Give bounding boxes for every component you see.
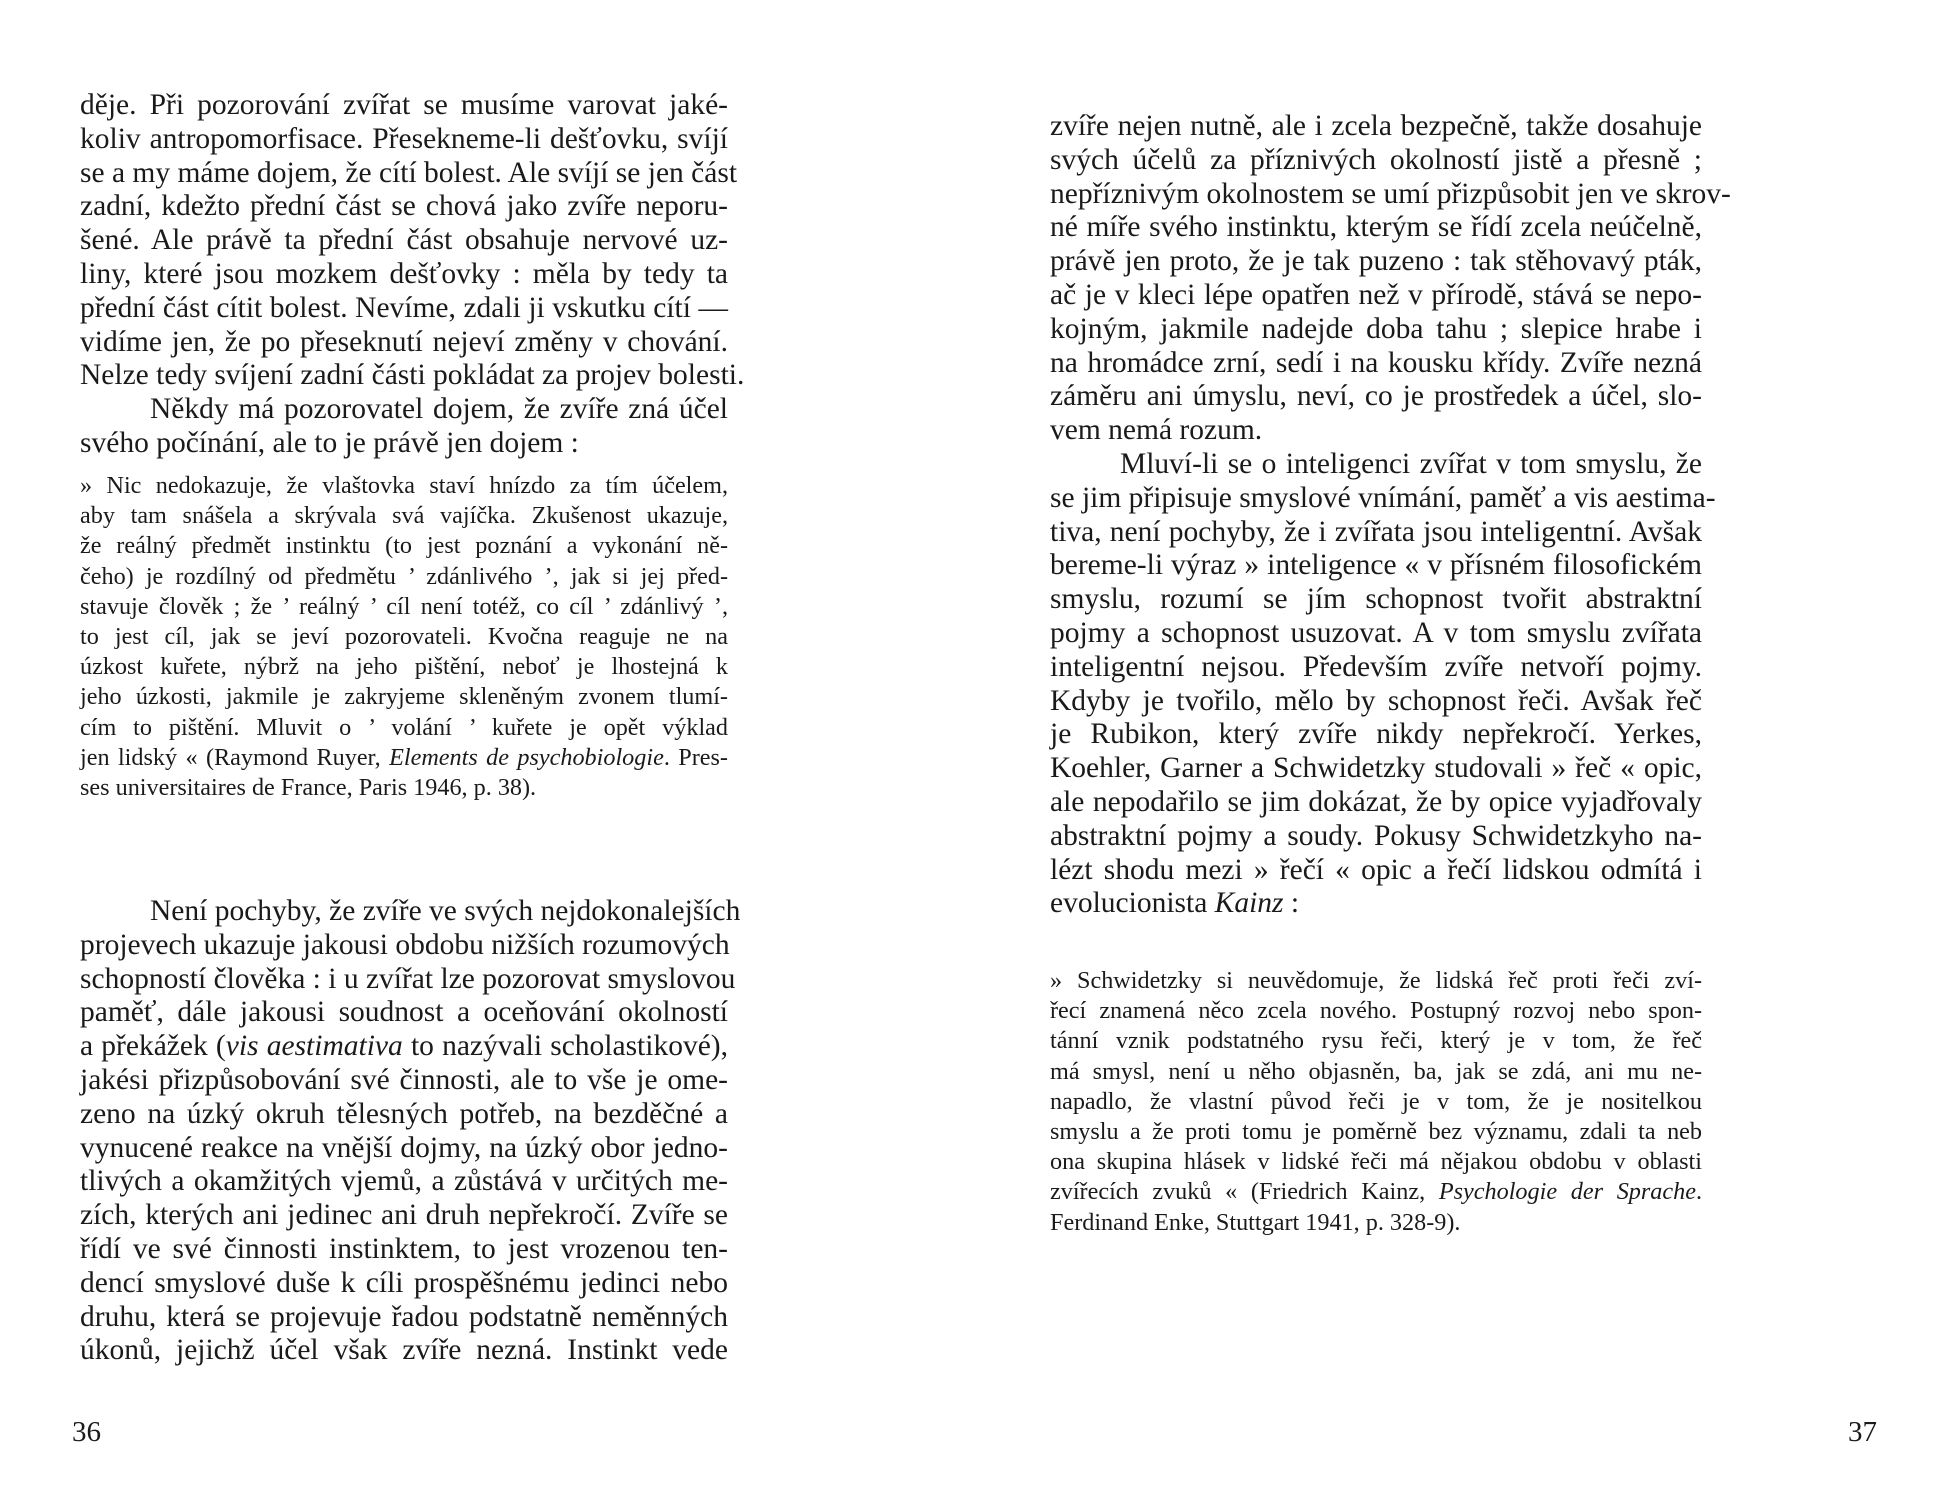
text-line: dencí smyslové duše k cíli prospěšnému jedinci nebo — [80, 1266, 728, 1299]
text-line: zadní, kdežto přední část se chová jako zvíře neporu- — [80, 190, 728, 223]
text-line: zích, kterých ani jedinec ani druh nepřekročí. Zvíře se — [80, 1199, 728, 1232]
quote-line: Ferdinand Enke, Stuttgart 1941, p. 328-9). — [1050, 1208, 1461, 1236]
text-line: Koehler, Garner a Schwidetzky studovali » řeč « opic, — [1050, 752, 1702, 785]
text-line: Někdy má pozorovatel dojem, že zvíře zná účel — [150, 393, 728, 426]
text-line: svých účelů za příznivých okolností jistě a přesně ; — [1050, 143, 1702, 176]
text-line: Není pochyby, že zvíře ve svých nejdokonalejších — [150, 895, 741, 927]
text-line: nepříznivým okolnostem se umí přizpůsobit jen ve skrov- — [1050, 177, 1731, 210]
quote-line: ona skupina hlásek v lidské řeči má nějakou obdobu v oblasti — [1050, 1148, 1702, 1176]
right-quote — [1050, 966, 1702, 1238]
quote-line: úzkost kuřete, nýbrž na jeho pištění, neboť je lhostejná k — [80, 653, 728, 681]
text-line: vidíme jen, že po přeseknutí nejeví změny v chování. — [80, 325, 728, 358]
quote-line: zvířecích zvuků « (Friedrich Kainz, Psychologie der Sprache. — [1050, 1178, 1702, 1206]
text-line: záměru ani úmyslu, neví, co je prostředek a účel, slo- — [1050, 380, 1702, 413]
text-line: řídí ve své činnosti instinktem, to jest vrozenou ten- — [80, 1232, 728, 1265]
text-line: koliv antropomorfisace. Přesekneme-li dešťovku, svíjí — [80, 122, 728, 155]
text-line: Nelze tedy svíjení zadní části pokládat za projev bolesti. — [80, 359, 745, 392]
page-number-left: 36 — [72, 1416, 101, 1448]
text-line: evolucionista Kainz : — [1050, 887, 1300, 920]
quote-line: aby tam snášela a skrývala svá vajíčka. Zkušenost ukazuje, — [80, 502, 728, 530]
text-line: pojmy a schopnost usuzovat. A v tom smyslu zvířata — [1050, 616, 1702, 649]
text-line: ač je v kleci lépe opatřen než v přírodě, stává se nepo- — [1050, 278, 1702, 311]
text-line: tlivých a okamžitých vjemů, a zůstává v určitých me- — [80, 1165, 728, 1198]
text-line: vynucené reakce na vnější dojmy, na úzký obor jedno- — [80, 1131, 728, 1164]
quote-line: řecí znamená něco zcela nového. Postupný rozvoj nebo spon- — [1050, 997, 1702, 1025]
book-title: Psychologie der Sprache — [1438, 1178, 1696, 1206]
left-quote — [80, 471, 728, 803]
text-line: lézt shodu mezi » řečí « opic a řečí lidskou odmítá i — [1050, 853, 1702, 886]
right-page — [968, 0, 1936, 1500]
quote-line: má smysl, není u něho objasněn, ba, jak se zdá, ani mu ne- — [1050, 1057, 1702, 1085]
left-paragraph-3 — [80, 895, 741, 1368]
page-number-right: 37 — [1848, 1416, 1877, 1448]
quote-line: že reálný předmět instinktu (to jest poznání a vykonání ně- — [80, 532, 728, 560]
quote-line: » Schwidetzky si neuvědomuje, že lidská řeč proti řeči zví- — [1050, 967, 1702, 994]
text-line: abstraktní pojmy a soudy. Pokusy Schwidetzkyho na- — [1050, 819, 1702, 852]
text-line: úkonů, jejichž účel však zvíře nezná. Instinkt vede — [80, 1334, 728, 1367]
text-line: paměť, dále jakousi soudnost a oceňování okolností — [80, 996, 728, 1029]
text-line: ale nepodařilo se jim dokázat, že by opice vyjadřovaly — [1050, 785, 1702, 818]
quote-line: tánní vznik podstatného rysu řeči, který je v tom, že řeč — [1050, 1027, 1702, 1055]
text-line: Mluví-li se o inteligenci zvířat v tom smyslu, že — [1120, 447, 1702, 480]
text-line: bereme-li výraz » inteligence « v přísném filosofickém — [1050, 549, 1702, 582]
text-line: zvíře nejen nutně, ale i zcela bezpečně, takže dosahuje — [1050, 110, 1702, 142]
text-line: jakési přizpůsobování své činnosti, ale to vše je ome- — [80, 1063, 728, 1096]
text-line: a překážek (vis aestimativa to nazývali scholastikové), — [80, 1030, 728, 1063]
quote-line: » Nic nedokazuje, že vlaštovka staví hnízdo za tím účelem, — [80, 472, 728, 499]
text-line: liny, které jsou mozkem dešťovky : měla by tedy ta — [80, 257, 728, 290]
text-line: druhu, která se projevuje řadou podstatně neměnných — [80, 1300, 728, 1333]
text-line: svého počínání, ale to je právě jen dojem : — [80, 426, 579, 459]
text-line: šené. Ale právě ta přední část obsahuje nervové uz- — [80, 224, 728, 257]
quote-line: napadlo, že vlastní původ řeči je v tom, že je nositelkou — [1050, 1087, 1702, 1115]
quote-line: čeho) je rozdílný od předmětu ’ zdánlivého ’, jak si jej před- — [80, 562, 728, 590]
text-line: na hromádce zrní, sedí i na kousku křídy. Zvíře nezná — [1050, 346, 1702, 379]
quote-line: jen lidský « (Raymond Ruyer, Elements de psychobiologie. Pres- — [80, 743, 728, 771]
author-name: Kainz — [1214, 887, 1284, 920]
text-line: právě jen proto, že je tak puzeno : tak stěhovavý pták, — [1050, 245, 1702, 278]
text-line: projevech ukazuje jakousi obdobu nižších rozumových — [80, 928, 730, 961]
text-line: smyslu, rozumí se jím schopnost tvořit abstraktní — [1050, 583, 1702, 616]
text-line: zeno na úzký okruh tělesných potřeb, na bezděčné a — [80, 1097, 728, 1130]
text-line: přední část cítit bolest. Nevíme, zdali ji vskutku cítí — — [80, 291, 728, 324]
book-title: Elements de psychobiologie — [389, 743, 664, 771]
left-paragraph-1 — [80, 89, 745, 461]
text-line: tiva, není pochyby, že i zvířata jsou inteligentní. Avšak — [1050, 515, 1702, 548]
quote-line: stavuje člověk ; že ’ reálný ’ cíl není totéž, co cíl ’ zdánlivý ’, — [80, 592, 728, 620]
right-paragraph-1 — [1050, 110, 1731, 921]
quote-line: to jest cíl, jak se jeví pozorovateli. Kvočna reaguje ne na — [80, 622, 728, 650]
quote-line: jeho úzkosti, jakmile je zakryjeme skleněným zvonem tlumí- — [80, 683, 728, 711]
text-line: schopností člověka : i u zvířat lze pozorovat smyslovou — [80, 962, 736, 995]
latin-term: vis aestimativa — [225, 1030, 403, 1063]
quote-line: smyslu a že proti tomu je poměrně bez významu, zdali ta neb — [1050, 1117, 1702, 1145]
text-line: je Rubikon, který zvíře nikdy nepřekročí. Yerkes, — [1050, 718, 1702, 751]
text-line: kojným, jakmile nadejde doba tahu ; slepice hrabe i — [1050, 312, 1702, 345]
text-line: se jim připisuje smyslové vnímání, paměť a vis aestima- — [1050, 481, 1716, 514]
text-line: se a my máme dojem, že cítí bolest. Ale svíjí se jen část — [80, 156, 738, 189]
quote-line: cím to pištění. Mluvit o ’ volání ’ kuřete je opět výklad — [80, 713, 728, 741]
text-line: inteligentní nejsou. Především zvíře netvoří pojmy. — [1050, 650, 1702, 683]
text-line: Kdyby je tvořilo, mělo by schopnost řeči. Avšak řeč — [1050, 684, 1702, 717]
text-line: vem nemá rozum. — [1050, 414, 1263, 447]
text-line: né míře svého instinktu, kterým se řídí zcela neúčelně, — [1050, 211, 1702, 244]
text-line: děje. Při pozorování zvířat se musíme varovat jaké- — [80, 89, 728, 121]
quote-line: ses universitaires de France, Paris 1946, p. 38). — [80, 773, 537, 801]
